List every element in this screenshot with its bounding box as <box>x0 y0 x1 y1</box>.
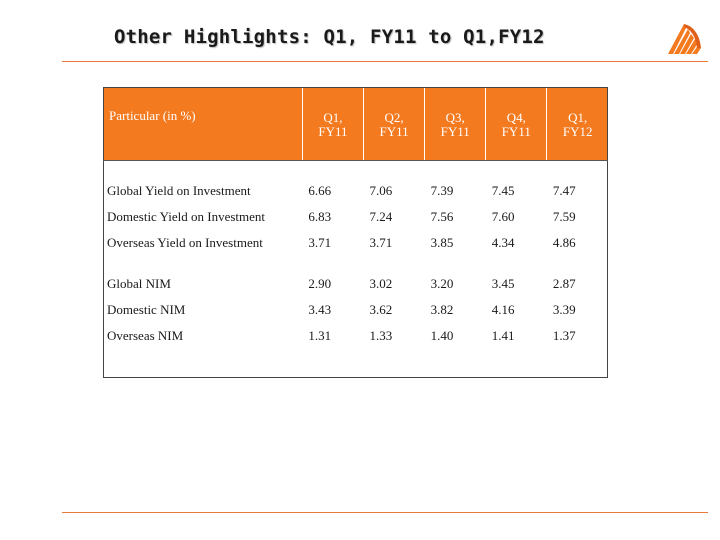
column-header-q4-fy11 <box>486 87 547 160</box>
table-cell: 4.16 <box>491 302 515 317</box>
table-row <box>103 230 608 256</box>
table-row <box>103 256 608 297</box>
table-cell: 3.62 <box>369 302 393 317</box>
table-cell: 7.60 <box>491 209 515 224</box>
table-row <box>103 160 608 204</box>
row-label: Domestic Yield on Investment <box>107 209 266 224</box>
table-cell: 1.40 <box>430 328 454 343</box>
table-header-row <box>103 87 608 160</box>
table-cell: 1.33 <box>369 328 393 343</box>
table-row <box>103 297 608 323</box>
table-row <box>103 204 608 230</box>
table-cell: 1.31 <box>308 328 332 343</box>
column-header-label: Q2, FY11 <box>379 110 409 139</box>
header-bottom-rule <box>103 160 608 161</box>
table-cell: 3.39 <box>552 302 576 317</box>
table-cell: 3.85 <box>430 235 454 250</box>
bank-of-baroda-logo-icon <box>664 18 704 58</box>
column-header-q1-fy12 <box>547 87 608 160</box>
column-header-label: Q3, FY11 <box>440 110 470 139</box>
table-cell: 3.71 <box>369 235 393 250</box>
column-header-label: Q1, FY11 <box>318 110 348 139</box>
footer-divider <box>62 512 708 513</box>
table-cell: 4.86 <box>552 235 576 250</box>
table-cell: 4.34 <box>491 235 515 250</box>
table-cell: 3.02 <box>369 275 393 291</box>
table-cell: 3.20 <box>430 275 454 291</box>
table-cell: 7.39 <box>430 183 454 198</box>
row-label: Overseas Yield on Investment <box>107 235 263 250</box>
row-label: Domestic NIM <box>107 302 186 317</box>
page-title: Other Highlights: Q1, FY11 to Q1,FY12 <box>114 26 545 48</box>
column-header-particular: Particular (in %) <box>109 108 196 123</box>
table-cell: 7.59 <box>552 209 576 224</box>
table-cell: 2.87 <box>552 275 576 291</box>
highlights-table <box>103 87 608 349</box>
column-header-label: Q4, FY11 <box>501 110 531 139</box>
table-cell: 2.90 <box>308 275 332 291</box>
row-label: Overseas NIM <box>107 328 184 343</box>
table-cell: 7.24 <box>369 209 393 224</box>
row-label: Global Yield on Investment <box>107 183 251 198</box>
table-cell: 7.45 <box>491 183 515 198</box>
table-cell: 3.71 <box>308 235 332 250</box>
column-header-q2-fy11 <box>364 87 425 160</box>
table-cell: 3.45 <box>491 275 515 291</box>
table-cell: 3.43 <box>308 302 332 317</box>
table-cell: 7.56 <box>430 209 454 224</box>
table-cell: 1.41 <box>491 328 515 343</box>
table-cell: 6.66 <box>308 183 332 198</box>
column-header-q1-fy11 <box>302 87 363 160</box>
title-divider <box>62 61 708 62</box>
table-cell: 6.83 <box>308 209 332 224</box>
column-header-label: Q1, FY12 <box>562 110 593 139</box>
table-cell: 3.82 <box>430 302 454 317</box>
column-header-q3-fy11 <box>425 87 486 160</box>
table-cell: 7.06 <box>369 183 393 198</box>
row-label: Global NIM <box>107 275 171 291</box>
table-cell: 7.47 <box>552 183 576 198</box>
table-row <box>103 323 608 349</box>
table-cell: 1.37 <box>552 328 576 343</box>
